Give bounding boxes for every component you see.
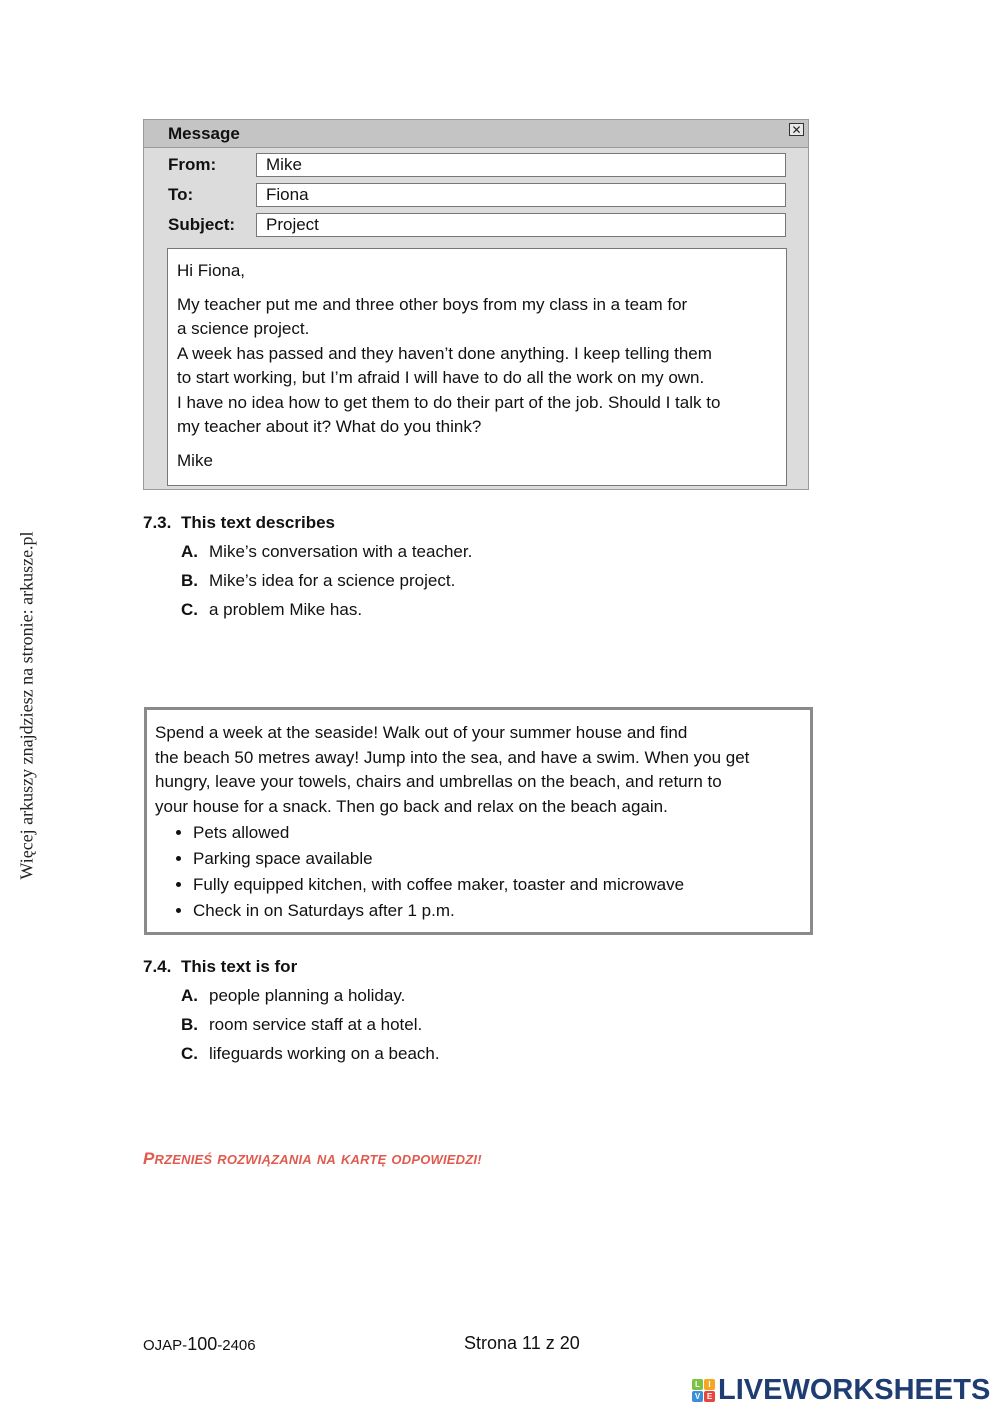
note-word: KARTĘ bbox=[340, 1152, 387, 1167]
email-greeting: Hi Fiona, bbox=[177, 261, 246, 280]
email-body-line: my teacher about it? What do you think? bbox=[177, 417, 482, 436]
to-label: To: bbox=[168, 185, 194, 204]
answer-option-c[interactable] bbox=[181, 600, 472, 620]
answer-option-a[interactable] bbox=[181, 542, 472, 562]
email-body-line: My teacher put me and three other boys from my class in a team for bbox=[177, 294, 688, 314]
option-letter: C. bbox=[181, 600, 198, 619]
liveworksheets-brand[interactable] bbox=[692, 1374, 990, 1407]
logo-letter: L bbox=[692, 1379, 703, 1390]
note-word bbox=[143, 1149, 212, 1168]
question-prompt: This text is for bbox=[181, 957, 298, 976]
question-prompt: This text describes bbox=[181, 513, 336, 532]
question-7-4 bbox=[143, 957, 440, 1064]
option-text: a problem Mike has. bbox=[209, 600, 363, 619]
brand-name: LIVEWORKSHEETS bbox=[718, 1374, 991, 1406]
option-letter: B. bbox=[181, 571, 198, 590]
option-text: people planning a holiday. bbox=[209, 986, 406, 1005]
logo-letter: V bbox=[692, 1391, 703, 1402]
option-letter: A. bbox=[181, 986, 198, 1005]
logo-letter: I bbox=[704, 1379, 715, 1390]
note-word: NA bbox=[316, 1152, 336, 1167]
subject-row bbox=[168, 213, 786, 237]
option-letter: C. bbox=[181, 1044, 198, 1063]
subject-label: Subject: bbox=[168, 215, 236, 234]
subject-field[interactable]: Project bbox=[256, 213, 786, 237]
feature-item: • Check in on Saturdays after 1 p.m. bbox=[193, 898, 802, 924]
question-number: 7.4. bbox=[143, 957, 172, 976]
email-body-line: A week has passed and they haven’t done anything. I keep telling them bbox=[177, 343, 712, 363]
exam-code-suffix: -2406 bbox=[217, 1337, 256, 1354]
note-word: ROZWIĄZANIA bbox=[217, 1152, 312, 1167]
email-signature: Mike bbox=[177, 450, 213, 470]
option-text: room service staff at a hotel. bbox=[209, 1015, 423, 1034]
question-number: 7.3. bbox=[143, 513, 172, 532]
from-field[interactable]: Mike bbox=[256, 153, 786, 177]
option-text: Mike’s idea for a science project. bbox=[209, 571, 456, 590]
answer-option-a[interactable] bbox=[181, 986, 440, 1006]
email-message-window bbox=[143, 119, 809, 490]
exam-code-prefix: OJAP- bbox=[143, 1337, 188, 1354]
holiday-advert bbox=[144, 707, 813, 935]
side-watermark-text: Więcej arkuszy znajdziesz na stronie: arkusze.pl bbox=[16, 530, 37, 880]
question-heading bbox=[143, 513, 472, 533]
logo-letter: E bbox=[704, 1391, 715, 1402]
email-body-line: a science project. bbox=[177, 319, 310, 338]
email-body-line: to start working, but I’m afraid I will have to do all the work on my own. bbox=[177, 368, 705, 387]
exam-code-mid: 100 bbox=[187, 1334, 218, 1354]
advert-line: the beach 50 metres away! Jump into the sea, and have a swim. When you get bbox=[155, 747, 750, 767]
advert-line: hungry, leave your towels, chairs and umbrellas on the beach, and return to bbox=[155, 772, 722, 791]
option-letter: A. bbox=[181, 542, 198, 561]
option-letter: B. bbox=[181, 1015, 198, 1034]
from-row bbox=[168, 153, 786, 177]
feature-item: • Parking space available bbox=[193, 846, 802, 872]
close-icon[interactable]: ✕ bbox=[789, 123, 804, 136]
side-watermark bbox=[2, 500, 52, 910]
to-field[interactable]: Fiona bbox=[256, 183, 786, 207]
option-text: Mike’s conversation with a teacher. bbox=[209, 542, 473, 561]
live-logo-icon bbox=[692, 1379, 715, 1402]
advert-line: your house for a snack. Then go back and relax on the beach again. bbox=[155, 796, 668, 816]
question-7-3 bbox=[143, 513, 472, 620]
email-body-line: I have no idea how to get them to do their part of the job. Should I talk to bbox=[177, 392, 721, 412]
option-text: lifeguards working on a beach. bbox=[209, 1044, 440, 1063]
exam-code bbox=[143, 1334, 256, 1355]
answer-option-b[interactable] bbox=[181, 571, 472, 591]
answer-option-c[interactable] bbox=[181, 1044, 440, 1064]
note-initial: P bbox=[143, 1149, 155, 1168]
advert-line: Spend a week at the seaside! Walk out of your summer house and find bbox=[155, 723, 688, 742]
email-window-title: Message bbox=[168, 124, 240, 143]
transfer-answers-note bbox=[143, 1149, 482, 1169]
note-word: ODPOWIEDZI! bbox=[391, 1152, 482, 1167]
page-number: Strona 11 z 20 bbox=[464, 1333, 580, 1353]
advert-features bbox=[155, 820, 802, 924]
from-label: From: bbox=[168, 155, 217, 174]
answer-option-b[interactable] bbox=[181, 1015, 440, 1035]
email-titlebar bbox=[144, 120, 808, 148]
feature-item: • Fully equipped kitchen, with coffee maker, toaster and microwave bbox=[193, 872, 802, 898]
to-row bbox=[168, 183, 786, 207]
question-heading bbox=[143, 957, 440, 977]
email-body bbox=[167, 248, 787, 486]
note-rest: RZENIEŚ bbox=[154, 1152, 213, 1167]
feature-item: • Pets allowed bbox=[193, 820, 802, 846]
